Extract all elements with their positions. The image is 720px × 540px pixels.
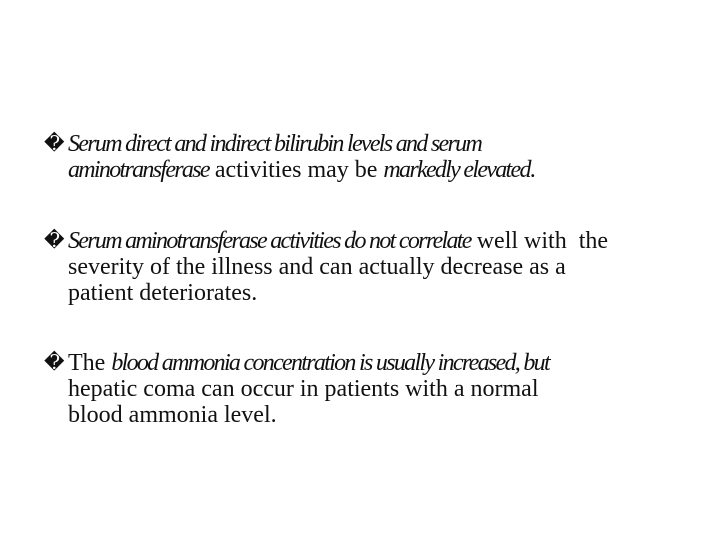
body-text: hepatic coma can occur in patients with a normal [68,376,539,402]
punctuation: . [529,157,536,183]
bullet-line [44,228,684,254]
bullet-line [44,350,684,376]
body-text: activities may be [208,157,384,183]
bullet-line [44,280,684,306]
bullet-line [44,131,684,157]
body-text: blood ammonia level. [68,402,277,428]
italic-phrase: aminotransferase [68,157,209,183]
bullet-line [44,402,684,428]
bullet-aminotransferase [44,228,684,306]
bullet-line [44,254,684,280]
bullet-line [44,157,684,183]
body-text: The [68,350,112,376]
italic-phrase: blood ammonia concentration is usually increased [111,350,515,376]
italic-phrase: Serum aminotransferase activities do not correlate [68,228,471,254]
bullet-bilirubin [44,131,684,183]
body-text: but [519,350,549,376]
body-text: patient deteriorates. [68,280,258,306]
bullet-marker-icon: � [44,230,65,252]
body-text: severity of the illness and can actually decrease as a [68,254,566,280]
body-text: well with the [470,228,609,254]
bullet-ammonia [44,350,684,428]
punctuation: , [514,350,520,376]
bullet-line [44,376,684,402]
italic-phrase: markedly elevated [383,157,530,183]
bullet-marker-icon: � [44,133,65,155]
bullet-marker-icon: � [44,352,65,374]
italic-phrase: Serum direct and indirect bilirubin levels and serum [68,131,482,157]
